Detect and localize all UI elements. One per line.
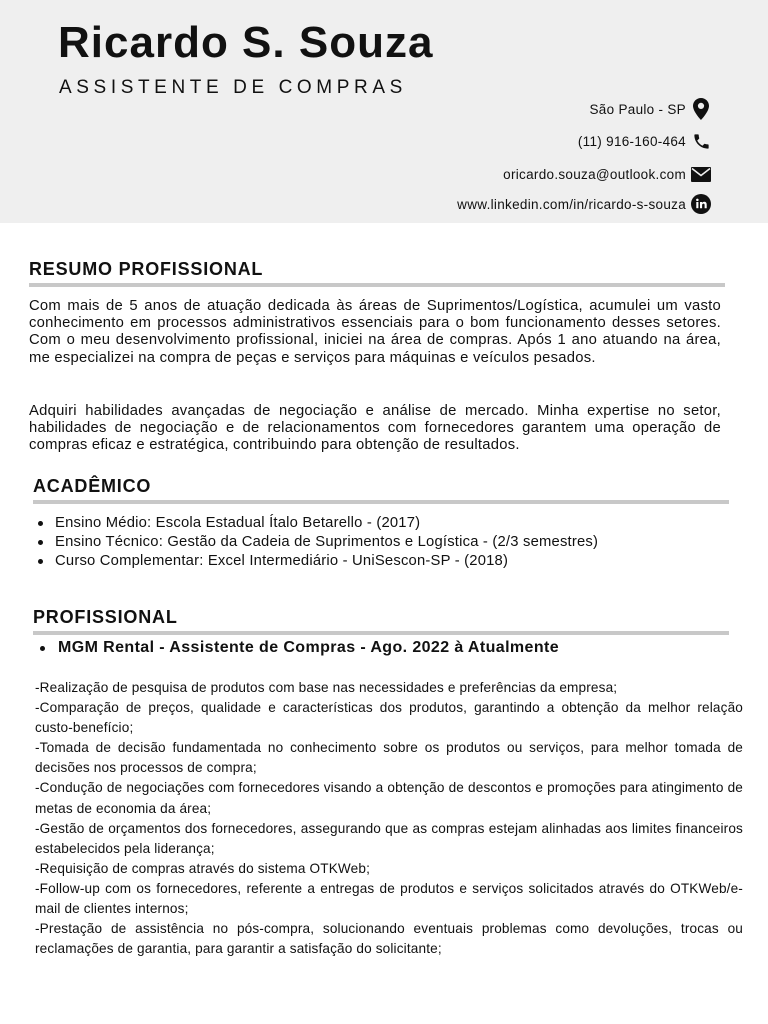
academic-title: ACADÊMICO bbox=[33, 476, 152, 496]
contact-linkedin bbox=[457, 193, 712, 215]
duty-item: -Requisição de compras através do sistema OTKWeb; bbox=[35, 860, 370, 876]
duties-list bbox=[35, 678, 743, 959]
professional-divider bbox=[33, 631, 729, 635]
linkedin-text[interactable]: www.linkedin.com/in/ricardo-s-souza bbox=[457, 196, 686, 212]
duty-item: -Gestão de orçamentos dos fornecedores, assegurando que as compras estejam alinhadas aos limites financeiros estabelecidos pela liderança; bbox=[35, 820, 743, 856]
duty-item: -Realização de pesquisa de produtos com base nas necessidades e preferências da empresa; bbox=[35, 680, 618, 695]
academic-list bbox=[33, 514, 598, 571]
contact-location bbox=[589, 98, 712, 120]
candidate-name: Ricardo S. Souza bbox=[58, 18, 434, 67]
list-item: Ensino Técnico: Gestão da Cadeia de Suprimentos e Logística - (2/3 semestres) bbox=[33, 533, 598, 552]
duty-item: -Condução de negociações com fornecedores visando a obtenção de descontos e promoções para atingimento de metas de economia da área; bbox=[35, 780, 743, 816]
duty-item: -Follow-up com os fornecedores, referente a entregas de produtos e serviços solicitados através do OTKWeb/e-mail de clientes internos; bbox=[35, 880, 743, 917]
academic-divider bbox=[33, 500, 729, 504]
map-pin-icon bbox=[690, 98, 712, 120]
email-text[interactable]: oricardo.souza@outlook.com bbox=[503, 166, 686, 182]
duty-item: -Tomada de decisão fundamentada no conhecimento sobre os produtos ou serviços, para melhor tomada de decisões nos processos de compra; bbox=[35, 740, 743, 776]
candidate-role: ASSISTENTE DE COMPRAS bbox=[59, 77, 407, 98]
duty-item: -Prestação de assistência no pós-compra, solucionando eventuais problemas como devoluções, trocas ou reclamações de garantia, para garantir a satisfação do solicitante; bbox=[35, 921, 743, 957]
linkedin-icon bbox=[690, 193, 712, 215]
contact-email bbox=[503, 163, 712, 185]
summary-title: RESUMO PROFISSIONAL bbox=[29, 259, 264, 279]
resume-header bbox=[0, 0, 768, 223]
phone-icon bbox=[690, 130, 712, 152]
envelope-icon bbox=[690, 163, 712, 185]
summary-paragraph-1: Com mais de 5 anos de atuação dedicada às áreas de Suprimentos/Logística, acumulei um vasto conhecimento em processos administrativos essenciais para o bom funcionamento desses setores. Com o meu desenvolvimento profissional, iniciei na área de compras. Após 1 ano atuando na área, me especializei na compra de peças e serviços para máquinas e veículos pesados. bbox=[29, 298, 721, 366]
professional-title: PROFISSIONAL bbox=[33, 607, 178, 627]
location-text: São Paulo - SP bbox=[589, 101, 686, 117]
summary-paragraph-2: Adquiri habilidades avançadas de negociação e análise de mercado. Minha expertise no setor, habilidades de negociação e de relacionamentos com fornecedores garantem uma operação de compras eficaz e estratégica, contribuindo para obtenção de resultados. bbox=[29, 403, 721, 454]
contact-phone bbox=[578, 130, 712, 152]
phone-text: (11) 916-160-464 bbox=[577, 133, 686, 149]
duty-item: -Comparação de preços, qualidade e características dos produtos, garantindo a obtenção da melhor relação custo-benefício; bbox=[35, 700, 743, 736]
job-heading: MGM Rental - Assistente de Compras - Ago. 2022 à Atualmente bbox=[37, 639, 559, 657]
list-item: Curso Complementar: Excel Intermediário - UniSescon-SP - (2018) bbox=[33, 552, 598, 571]
list-item: Ensino Médio: Escola Estadual Ítalo Betarello - (2017) bbox=[33, 514, 598, 533]
summary-divider bbox=[29, 283, 725, 287]
